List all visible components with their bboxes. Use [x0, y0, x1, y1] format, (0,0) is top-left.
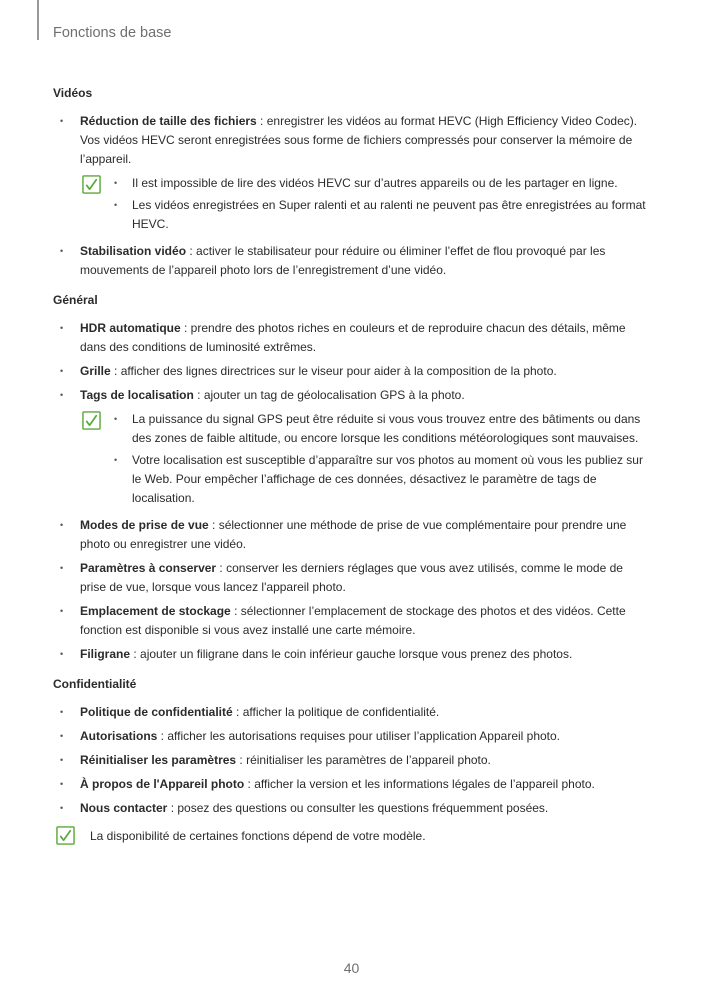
header-divider — [37, 0, 39, 40]
header-title: Fonctions de base — [53, 25, 172, 41]
item-term: Stabilisation vidéo — [80, 244, 187, 258]
item-text: : réinitialiser les paramètres de l’appareil photo. — [236, 753, 491, 767]
note-box — [53, 410, 648, 508]
section-title: Confidentialité — [53, 677, 137, 691]
item-text: : sélectionner l’emplacement de stockage des photos et des vidéos. Cette fonction est disponible si vous avez installé une carte mémoire. — [80, 604, 626, 637]
item-term: Grille — [80, 364, 111, 378]
item-text: : ajouter un filigrane dans le coin inférieur gauche lorsque vous prenez des photos. — [130, 647, 573, 661]
item-text: : prendre des photos riches en couleurs et de reproduire chacun des détails, même dans des conditions de luminosité extrêmes. — [80, 321, 626, 354]
item-text: : enregistrer les vidéos au format HEVC (High Efficiency Video Codec). Vos vidéos HEVC seront enregistrées sous forme de fichiers compressés pour conserver la mémoire de l’appareil. — [80, 114, 638, 166]
availability-note — [53, 827, 648, 846]
list-item — [53, 645, 648, 664]
item-text: : afficher les autorisations requises pour utiliser l’application Appareil photo. — [157, 729, 561, 743]
note-pencil-icon — [82, 175, 101, 194]
section-privacy — [53, 675, 648, 818]
item-term: Tags de localisation — [80, 388, 194, 402]
note-item: • La puissance du signal GPS peut être réduite si vous vous trouvez entre des bâtiments ou dans des zones de faible altitude, ou encore lorsque les conditions météorologiques sont mauvaises. — [106, 410, 648, 448]
note-pencil-icon — [82, 411, 101, 430]
section-title: Vidéos — [53, 86, 93, 100]
list-item — [53, 799, 648, 818]
note-item: • Les vidéos enregistrées en Super ralenti et au ralenti ne peuvent pas être enregistrées au format HEVC. — [106, 196, 648, 234]
note-item: • Il est impossible de lire des vidéos HEVC sur d’autres appareils ou de les partager en ligne. — [106, 174, 648, 193]
list-item — [53, 559, 648, 597]
list-item — [53, 602, 648, 640]
item-text: : afficher la politique de confidentialité. — [232, 705, 440, 719]
item-term: Autorisations — [80, 729, 158, 743]
item-text: : sélectionner une méthode de prise de vue complémentaire pour prendre une photo ou enregistrer une vidéo. — [80, 518, 627, 551]
item-term: HDR automatique — [80, 321, 181, 335]
item-text: : afficher la version et les informations légales de l’appareil photo. — [244, 777, 595, 791]
list-item — [53, 751, 648, 770]
item-text: : conserver les derniers réglages que vous avez utilisés, comme le mode de prise de vue, lorsque vous lancez l'appareil photo. — [80, 561, 623, 594]
page-content — [53, 84, 648, 846]
list-item — [53, 362, 648, 381]
item-term: Réduction de taille des fichiers — [80, 114, 257, 128]
list-item — [53, 703, 648, 722]
item-text: : posez des questions ou consulter les questions fréquemment posées. — [167, 801, 549, 815]
list-item — [53, 319, 648, 357]
item-term: Politique de confidentialité — [80, 705, 233, 719]
list-item — [53, 386, 648, 405]
section-general — [53, 291, 648, 664]
item-term: Nous contacter — [80, 801, 168, 815]
item-text: : activer le stabilisateur pour réduire ou éliminer l’effet de flou provoqué par les mouvements de l’appareil photo lors de l’enregistrement d’une vidéo. — [80, 244, 606, 277]
page-number: 40 — [343, 960, 360, 976]
section-title: Général — [53, 293, 98, 307]
item-term: Filigrane — [80, 647, 131, 661]
item-text: : ajouter un tag de géolocalisation GPS à la photo. — [193, 388, 465, 402]
item-term: Réinitialiser les paramètres — [80, 753, 237, 767]
section-videos — [53, 84, 648, 280]
list-item — [53, 775, 648, 794]
list-item — [53, 242, 648, 280]
availability-note-text: La disponibilité de certaines fonctions dépend de votre modèle. — [90, 829, 426, 843]
item-term: Emplacement de stockage — [80, 604, 231, 618]
item-term: À propos de l'Appareil photo — [80, 777, 245, 791]
list-item — [53, 516, 648, 554]
list-item — [53, 727, 648, 746]
item-term: Paramètres à conserver — [80, 561, 217, 575]
note-box — [53, 174, 648, 234]
list-item — [53, 112, 648, 169]
item-term: Modes de prise de vue — [80, 518, 209, 532]
item-text: : afficher des lignes directrices sur le viseur pour aider à la composition de la photo. — [110, 364, 557, 378]
note-pencil-icon — [56, 826, 75, 845]
note-item: • Votre localisation est susceptible d’apparaître sur vos photos au moment où vous les publiez sur le Web. Pour empêcher l’affichage de ces données, désactivez le paramètre de tags de localisation. — [106, 451, 648, 508]
